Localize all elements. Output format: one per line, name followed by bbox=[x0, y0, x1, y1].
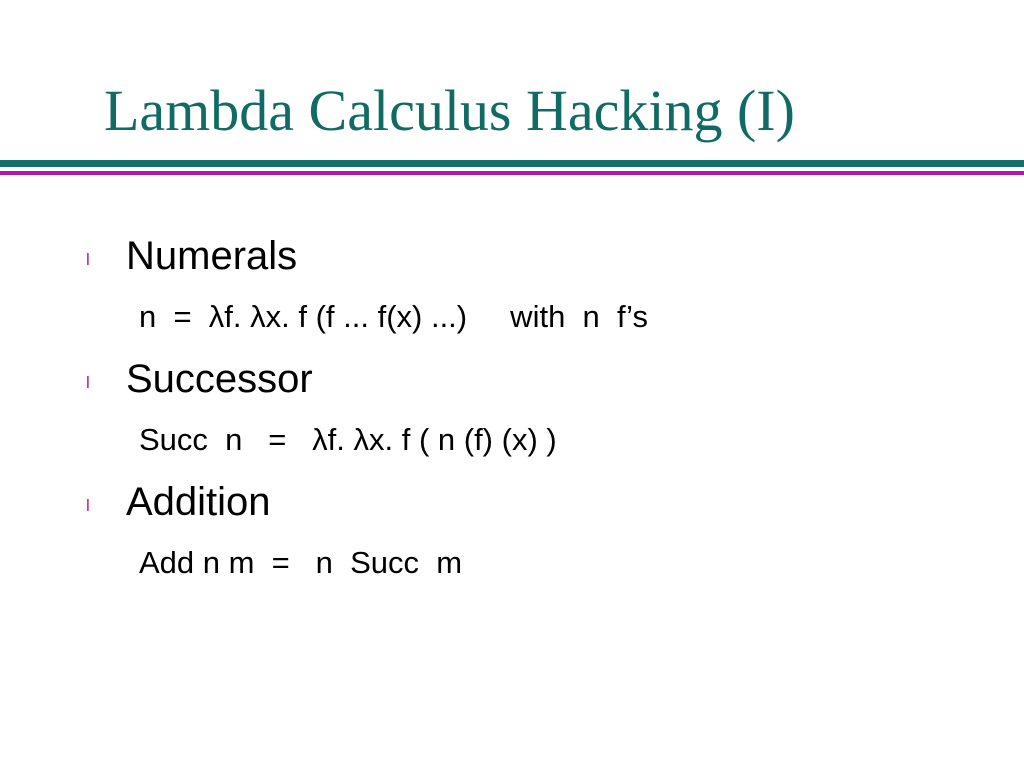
bullet-label-successor: Successor bbox=[126, 357, 313, 401]
bullet-label-addition: Addition bbox=[126, 480, 271, 524]
addition-definition: Add n m = n Succ m bbox=[139, 545, 463, 580]
bullet-marker-icon: l bbox=[86, 373, 90, 392]
successor-definition: Succ n = λf. λx. f ( n (f) (x) ) bbox=[139, 422, 557, 457]
slide-title: Lambda Calculus Hacking (I) bbox=[104, 78, 795, 143]
bullet-label-numerals: Numerals bbox=[126, 234, 298, 278]
numerals-definition: n = λf. λx. f (f ... f(x) ...) with n f’s bbox=[139, 299, 649, 334]
bullet-marker-icon: l bbox=[86, 250, 90, 269]
bullet-marker-icon: l bbox=[86, 496, 90, 515]
